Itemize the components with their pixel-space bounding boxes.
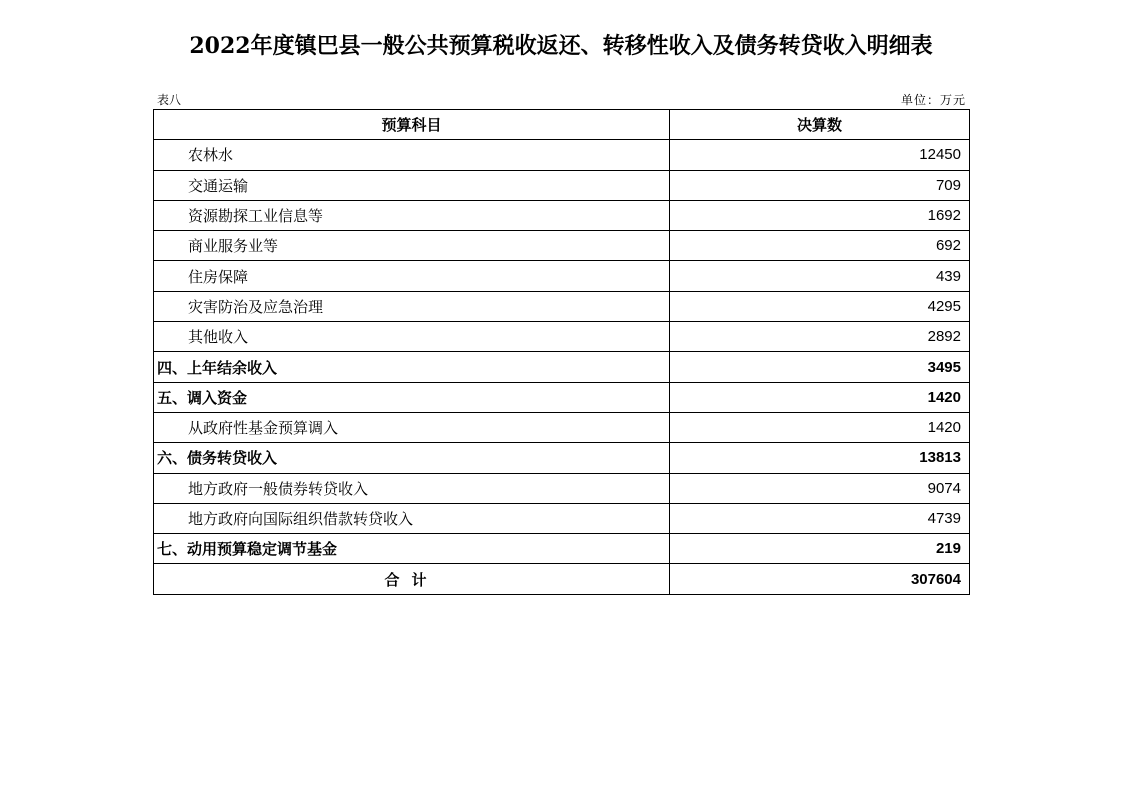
table-row-category xyxy=(154,443,970,473)
row-item-value: 4739 xyxy=(670,503,970,533)
budget-table xyxy=(153,109,970,595)
row-item-name: 地方政府一般债券转贷收入 xyxy=(154,473,670,503)
row-item-value: 1692 xyxy=(670,200,970,230)
table-row xyxy=(154,503,970,533)
row-item-name: 其他收入 xyxy=(154,322,670,352)
row-item-value: 709 xyxy=(670,170,970,200)
row-category-value: 1420 xyxy=(670,382,970,412)
row-item-name: 灾害防治及应急治理 xyxy=(154,291,670,321)
table-label: 表八 xyxy=(157,93,182,107)
row-category-value: 3495 xyxy=(670,352,970,382)
row-item-value: 12450 xyxy=(670,140,970,170)
table-row xyxy=(154,200,970,230)
row-item-value: 9074 xyxy=(670,473,970,503)
table-row-category xyxy=(154,534,970,564)
row-category-name: 四、上年结余收入 xyxy=(154,352,670,382)
table-header-row xyxy=(154,110,970,140)
row-item-name: 商业服务业等 xyxy=(154,231,670,261)
row-item-value: 2892 xyxy=(670,322,970,352)
table-row xyxy=(154,261,970,291)
row-item-value: 439 xyxy=(670,261,970,291)
row-item-name: 资源勘探工业信息等 xyxy=(154,200,670,230)
table-row xyxy=(154,473,970,503)
row-category-name: 七、动用预算稳定调节基金 xyxy=(154,534,670,564)
row-item-value: 692 xyxy=(670,231,970,261)
row-item-name: 地方政府向国际组织借款转贷收入 xyxy=(154,503,670,533)
row-item-name: 从政府性基金预算调入 xyxy=(154,412,670,442)
table-row xyxy=(154,170,970,200)
total-label: 合计 xyxy=(154,564,670,594)
row-item-value: 1420 xyxy=(670,412,970,442)
table-row-category xyxy=(154,382,970,412)
row-category-value: 13813 xyxy=(670,443,970,473)
table-row xyxy=(154,231,970,261)
page-title: 2022年度镇巴县一般公共预算税收返还、转移性收入及债务转贷收入明细表 xyxy=(189,33,933,59)
unit-label: 单位：万元 xyxy=(900,93,966,107)
row-item-name: 交通运输 xyxy=(154,170,670,200)
column-header-amount: 决算数 xyxy=(670,110,970,140)
table-row xyxy=(154,412,970,442)
row-category-name: 六、债务转贷收入 xyxy=(154,443,670,473)
total-value: 307604 xyxy=(670,564,970,594)
table-row xyxy=(154,291,970,321)
row-item-name: 住房保障 xyxy=(154,261,670,291)
row-category-value: 219 xyxy=(670,534,970,564)
table-row xyxy=(154,140,970,170)
table-row-category xyxy=(154,352,970,382)
row-category-name: 五、调入资金 xyxy=(154,382,670,412)
table-row-total xyxy=(154,564,970,594)
column-header-item: 预算科目 xyxy=(154,110,670,140)
row-item-value: 4295 xyxy=(670,291,970,321)
table-row xyxy=(154,322,970,352)
row-item-name: 农林水 xyxy=(154,140,670,170)
